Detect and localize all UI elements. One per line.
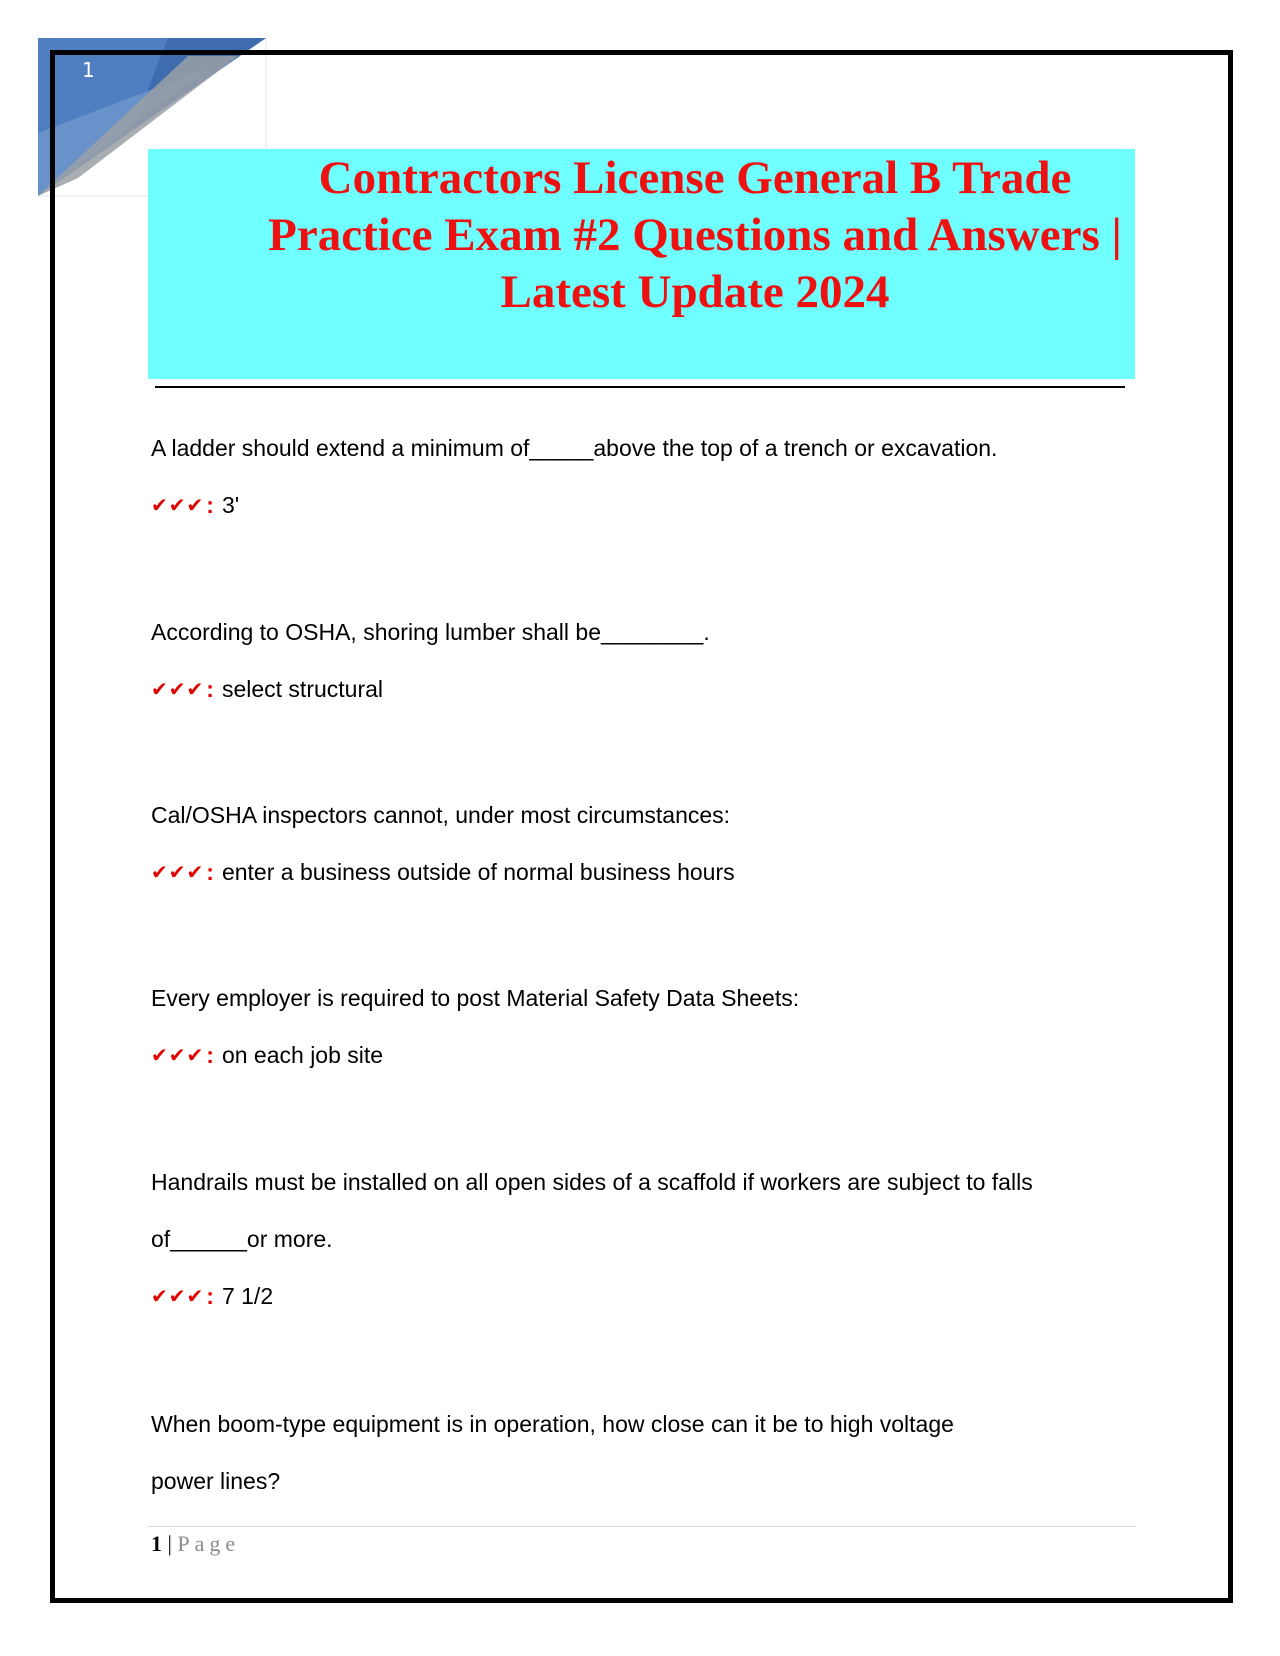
qa-item xyxy=(151,1154,1091,1325)
corner-page-number: 1 xyxy=(82,58,95,82)
question-line: of______or more. xyxy=(151,1226,333,1252)
answer-colon: : xyxy=(206,676,214,702)
check-icon: ✔✔✔ xyxy=(151,677,205,701)
answer-row xyxy=(151,844,1091,901)
qa-item xyxy=(151,787,1091,901)
check-icon: ✔✔✔ xyxy=(151,860,205,884)
answer-colon: : xyxy=(206,1283,214,1309)
answer-row xyxy=(151,661,1091,718)
footer-page-label: Page xyxy=(177,1531,241,1556)
qa-item xyxy=(151,604,1091,718)
qa-item xyxy=(151,970,1091,1084)
question-line: When boom-type equipment is in operation, how close can it be to high voltage xyxy=(151,1411,954,1437)
answer: select structural xyxy=(221,676,384,702)
answer: enter a business outside of normal business hours xyxy=(221,859,735,885)
answer-colon: : xyxy=(206,859,214,885)
question: According to OSHA, shoring lumber shall be________. xyxy=(151,619,710,645)
answer-row xyxy=(151,1027,1091,1084)
answer: on each job site xyxy=(221,1042,384,1068)
answer: 7 1/2 xyxy=(221,1283,274,1309)
check-icon: ✔✔✔ xyxy=(151,1284,205,1308)
qa-item xyxy=(151,1396,1091,1510)
answer-row xyxy=(151,477,1091,534)
question-line: Handrails must be installed on all open sides of a scaffold if workers are subject to falls xyxy=(151,1169,1033,1195)
check-icon: ✔✔✔ xyxy=(151,493,205,517)
answer: 3' xyxy=(221,492,240,518)
footer-separator: | xyxy=(167,1531,172,1556)
question-line: power lines? xyxy=(151,1468,281,1494)
footer-page-number: 1 xyxy=(151,1531,162,1556)
footer-divider xyxy=(148,1526,1136,1527)
question: A ladder should extend a minimum of_____above the top of a trench or excavation. xyxy=(151,435,998,461)
check-icon: ✔✔✔ xyxy=(151,1043,205,1067)
question: Cal/OSHA inspectors cannot, under most circumstances: xyxy=(151,802,731,828)
qa-item xyxy=(151,420,1091,534)
answer-row xyxy=(151,1268,1091,1325)
page-footer xyxy=(151,1531,240,1557)
answer-colon: : xyxy=(206,492,214,518)
question: Every employer is required to post Material Safety Data Sheets: xyxy=(151,985,800,1011)
document-title: Contractors License General B Trade Practice Exam #2 Questions and Answers | Latest Update 2024 xyxy=(268,152,1122,318)
answer-colon: : xyxy=(206,1042,214,1068)
title-divider xyxy=(155,386,1125,388)
